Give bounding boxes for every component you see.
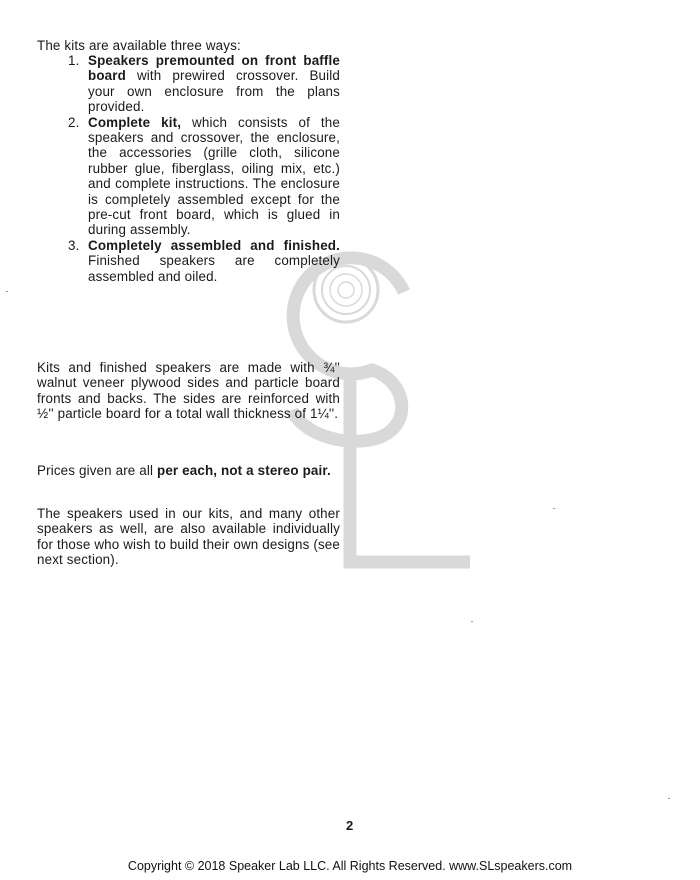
- page-number: 2: [346, 818, 354, 833]
- kit-options-list: [64, 53, 340, 284]
- item-text: which consists of the speakers and crossover, the enclosure, the accessories (grille cloth, silicone rubber glue, fiberglass, oiling mix, etc.) and complete instructions. The enclosure is completely assembled except for the pre-cut front board, which is glued in during assembly.: [88, 114, 340, 238]
- kits-intro: The kits are available three ways:: [37, 38, 241, 53]
- item-text: with prewired crossover. Build your own enclosure from the plans provided.: [88, 68, 340, 115]
- price-note-emphasis: per each, not a stereo pair.: [157, 463, 331, 478]
- item-title: Completely assembled and finished.: [88, 237, 340, 253]
- list-item: [64, 238, 340, 284]
- price-note: [37, 463, 367, 478]
- scan-speck: [668, 798, 670, 799]
- item-number: 2.: [68, 114, 80, 130]
- scan-speck: [553, 508, 555, 509]
- item-number: 1.: [68, 53, 80, 68]
- list-item: [64, 115, 340, 238]
- speakers-paragraph: The speakers used in our kits, and many other speakers as well, are also available individually for those who wish to build their own designs (see next section).: [37, 506, 340, 568]
- item-number: 3.: [68, 237, 80, 253]
- item-text: Finished speakers are completely assembled and oiled.: [88, 253, 340, 284]
- scan-speck: [471, 621, 473, 622]
- copyright-footer: Copyright © 2018 Speaker Lab LLC. All Rights Reserved. www.SLspeakers.com: [127, 859, 573, 873]
- item-title: Speakers premounted on front baffle board: [88, 53, 340, 84]
- scan-speck: [6, 291, 8, 292]
- price-note-prefix: Prices given are all: [37, 463, 157, 478]
- item-title: Complete kit,: [88, 114, 182, 130]
- list-item: [64, 53, 340, 115]
- plywood-paragraph: Kits and finished speakers are made with ¾'' walnut veneer plywood sides and particle board fronts and backs. The sides are reinforced with ½'' particle board for a total wall thickness of 1¼''.: [37, 360, 340, 422]
